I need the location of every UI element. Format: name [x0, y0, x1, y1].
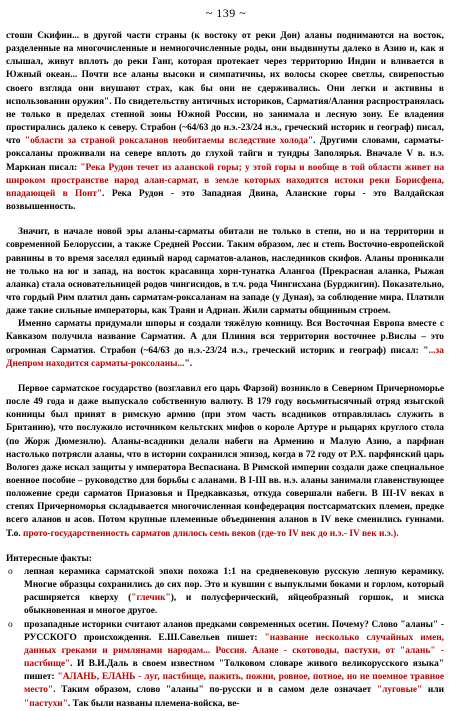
paragraph-3 [6, 318, 444, 371]
text-run: лепная керамика сарматской эпохи похожа 1:1 на средневековую русскую лепную керамику. Многие образцы сохранились до сих пор. Это и кувшин с выпуклыми боками и горлом, который расширяется кверху ( [24, 566, 444, 604]
fact-text [24, 567, 444, 616]
text-run: . И В.И.Даль в своем известном "Толковом словаре живого великорусского языка" пишет: [24, 659, 444, 683]
text-run: Первое сарматское государство (возглавил его царь Фарзой) возникло в Северном Причерноморье после 49 года и даже выпускало собственную валюту. В 179 году восьмитысячный отряд языгской конницы был принят в римскую армию (при этом часть всадников отправлялась служить в Британию), что послужило источником кельтских мифов о короле Артуре и рыцарях круглого стола (по Жорж Дюмезилю). Аланы-всадники делали набеги на Армению и Малую Азию, а парфиан настолько потрясли аланы, что в истории сохранился эпизод, когда в 72 году от Р.Х. парфянский царь Вологез даже искал защиты у императора Веспасиана. В Римской империи создали даже специальное военное пособие – руководство для борьбы с аланами. В I-III вв. н.э. аланы занимали главенствующее положение среди сарматов Приазовья и Предкавказья, откуда совершали набеги. В III-IV веках в степях Причерноморья складывается многочисленная конфедерация постсарматских племен, предке всего аланов и асов. Потом крупные племенные объединения аланов в IV веке сменились гуннами. Т.о. [6, 383, 444, 539]
highlighted-text: "луговые" [376, 685, 423, 696]
fact-text [24, 620, 444, 709]
highlighted-text: ...за Днепром находится сарматы-роксоланы... [6, 345, 444, 369]
text-run: ". [184, 358, 193, 369]
facts-list [6, 566, 444, 711]
text-run: прозападные историки считают аланов предками современных осетин. Почему? Слово "аланы" - РУССКОГО происхождения. Е.Ш.Савельев пишет: [24, 619, 444, 643]
bullet-icon: o [8, 619, 13, 630]
facts-heading: Интересные факты: [6, 553, 92, 564]
bullet-icon: o [8, 566, 13, 577]
highlighted-text: "пастухи" [24, 698, 68, 709]
text-run: Именно сарматы придумали шпоры и создали тяжёлую конницу. Вся Восточная Европа вместе с Кавказом получила название Сарматия. А для Плиния вся территория восточнее р.Вислы – это огромная Сарматия. Страбон (~64/63 до н.э.-23/24 н.э., греческий историк и географ) писал: " [6, 319, 444, 356]
highlighted-text: "области за страной роксаланов необитаемы вследствие холода" [24, 136, 314, 147]
fact-item [6, 566, 444, 619]
highlighted-text: "название несколько случайных имен, данных греками и римлянами народам... Россия. Алане - скотоводы, пастухи, от "алань" - пастбище" [24, 632, 444, 670]
page-number: ~ 139 ~ [205, 6, 247, 20]
highlighted-text: "глечик" [131, 593, 171, 604]
text-run: . Река Рудон - это Западная Двина, Аланские горы - это Валдайская возвышенность. [6, 188, 444, 213]
page-content [6, 30, 444, 711]
text-run: . Таким образом, слово "аланы" по-русски и в самом деле означает [53, 685, 377, 696]
paragraph-2 [6, 226, 444, 318]
text-run: стоши Скифии... в другой части страны (к востоку от реки Дон) аланы поднимаются на восток, разделенные на многочисленные и немногочисленные роды, они выдвинуты далеко в Азию и, как я слышал, живут вплоть до реки Ганг, которая протекает через территорию Индии и вливается в Южный океан... Почти все аланы высоки и симпатичны, их волосы скорее светлы, свирепостью своего взгляда они внушают страх, как бы они не сдерживались. Они легки и активны в использовании оружия". По свидетельству античных историков, Сарматия/Алания распространялась не только в пределах степной зоны Южной России, но занимала и лесную зону. Ее владения простирались далеко к северу. Страбон (~64/63 до н.э.-23/24 н.э., греческий историк и географ) писал, что [6, 31, 444, 147]
text-run: . Другими словами, сарматы-роксаланы проживали на севере вплоть до глухой тайги и тундры Заполярья. Вначале V в. н.э. Маркиан писал: [6, 136, 444, 173]
fact-item [6, 619, 444, 711]
paragraph-1 [6, 30, 444, 214]
highlighted-text: прото-государственность сарматов длилось семь веков (где-то IV век до н.э.- IV век н.э.). [23, 528, 399, 539]
highlighted-text: "АЛАНЬ, ЕЛАНЬ - луг, пастбище, пажить, пожни, ровное, потное, но не поемное травное место" [24, 672, 445, 696]
text-run: . Так были названы племена-войска, ве- [67, 698, 240, 709]
text-run: ), и полусферический, яйцеобразный горшок, и миска обыкновенная и многое другое. [24, 593, 444, 617]
highlighted-text: "Река Рудон течет из аланской горы; у этой горы и вообще в той области живет на широком пространстве народ алан-сармат, в земле которых находятся истоки реки Борисфена, впадающей в Понт" [6, 162, 445, 199]
paragraph-4 [6, 383, 444, 541]
text-run: Значит, в начале новой эры аланы-сарматы обитали не только в степи, но и на территории и современной Белоруссии, а также Средней России. Таким образом, лес и степь Восточно-европейской равнины в то время заселял единый народ сарматов-аланов, наследников скифов. Аланы проникали не только на юг и запад, на восток красавица хорн-тунатка Алангоа (Прекрасная аланка, Рыжая аланка) стала основательницей родов чингисидов, в т.ч. рода Чингисхана (Бурджигин). Показательно, что гордый Рим платил дань сарматам-роксаланам на западе (у Дуная), за соблюдение мира. Платили даже такие сильные императоры, как Траян и Адриан. Жили сарматы общинным строем. [6, 227, 444, 317]
text-run: или [422, 685, 444, 696]
